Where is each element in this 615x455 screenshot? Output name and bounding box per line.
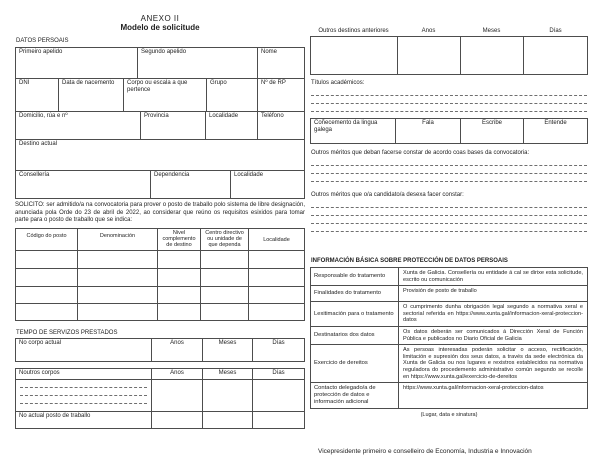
dashed-line	[311, 88, 587, 96]
outros-destinos-anos: Anos	[421, 28, 436, 34]
section-datos-persoais: DATOS PERSOAIS	[16, 38, 69, 44]
proteccion-row-label: Exercicio de dereitos	[311, 345, 399, 383]
field-corpo-escala: Corpo ou escala a que pertence	[124, 79, 207, 112]
posto-empty-row	[16, 304, 304, 320]
field-destino-actual: Destino actual	[16, 140, 304, 171]
tempo-anos-header: Anos	[152, 339, 203, 361]
noutros-corpos-label: Noutros corpos	[16, 369, 152, 380]
field-domicilio: Domicilio, rúa e nº	[16, 112, 141, 140]
meritos-candidato-label: Outros méritos que o/a candidato/a desexa facer constar:	[311, 192, 464, 198]
posto-header-localidade: Localidade	[249, 229, 304, 251]
field-dependencia: Dependencia	[151, 171, 231, 198]
outros-destinos-dias: Días	[549, 28, 562, 34]
noutros-corpos-dash-area	[16, 380, 152, 412]
outros-destinos-labels	[310, 28, 588, 36]
proteccion-row	[311, 345, 587, 383]
field-conselleria: Consellería	[16, 171, 151, 198]
dashed-line	[311, 200, 587, 208]
field-dni: DNI	[16, 79, 59, 112]
posto-actual-label: No actual posto de traballo	[16, 412, 152, 428]
proteccion-row-label: Finalidades do tratamento	[311, 286, 399, 302]
posto-header-nivel: Nivel complemento de destino	[158, 229, 201, 251]
proteccion-row-value: As persoas interesadas poderán solicitar o acceso, rectificación, limitación e supresión dos seus datos, a través da sede electrónica da Xunta de Galicia ou nos lugares e rexistros establecidos na normativa reguladora do procedemento administrativo común segundo se recolle en https://www.xunta.gal/exercicio-de-dereitos	[399, 345, 587, 383]
field-grupo: Grupo	[207, 79, 258, 112]
dashed-line	[311, 158, 587, 166]
noutros-anos-header: Anos	[152, 369, 203, 380]
tempo-corpo-actual-label: No corpo actual	[16, 339, 152, 361]
proteccion-row-label: Destinatarios dos datos	[311, 327, 399, 345]
posto-empty-row	[16, 269, 304, 287]
lingua-escribe-header: Escribe	[461, 119, 524, 143]
dashed-line	[311, 96, 587, 104]
lingua-entende-header: Entende	[544, 120, 567, 126]
field-telefono: Teléfono	[258, 112, 304, 140]
proteccion-row	[311, 327, 587, 345]
tempo-meses-header: Meses	[203, 339, 253, 361]
posto-empty-row	[16, 251, 304, 269]
dashed-line	[311, 174, 587, 182]
proteccion-row-value: Provisión de posto de traballo	[399, 286, 587, 302]
posto-header-denominacion: Denominación	[78, 229, 158, 251]
tempo-corpo-actual-table	[15, 338, 305, 362]
proteccion-row-value: Os datos deberán ser comunicados á Dirección Xeral de Función Pública e publicados no Diario Oficial de Galicia	[399, 327, 587, 345]
proteccion-row	[311, 286, 587, 302]
proteccion-datos-table	[310, 267, 588, 409]
proteccion-row	[311, 302, 587, 327]
proteccion-datos-heading: INFORMACIÓN BÁSICA SOBRE PROTECCIÓN DE DATOS PERSOAIS	[311, 258, 508, 264]
field-data-nacemento: Data de nacemento	[59, 79, 124, 112]
solicito-paragraph: SOLICITO: ser admitido/a na convocatoria para prover o posto de traballo polo sistema de libre designación, anunciada pola Orde do 23 de abril de 2022, ao considerar que reúno os requisitos esixidos para tomar parte para o posto de traballo que se indica:	[15, 202, 305, 223]
lugar-data-sinatura: (Lugar, data e sinatura)	[420, 411, 478, 418]
field-n-rp: Nº de RP	[258, 79, 304, 112]
dashed-line	[311, 224, 587, 232]
left-column	[15, 14, 305, 429]
tempo-noutros-corpos-table	[15, 368, 305, 429]
dashed-line	[311, 208, 587, 216]
dashed-line	[311, 166, 587, 174]
posto-table	[15, 228, 305, 321]
posto-empty-row	[16, 287, 304, 304]
proteccion-row-value: O cumprimento dunha obrigación legal segundo a normativa xeral e sectorial referida en https://www.xunta.gal/informacion-xeral-proteccion-datos	[399, 302, 587, 327]
dashed-line	[311, 104, 587, 112]
field-segundo-apelido: Segundo apelido	[138, 48, 258, 79]
outros-destinos-table	[310, 36, 588, 75]
proteccion-row-value: https://www.xunta.gal/informacion-xeral-proteccion-datos	[403, 385, 544, 392]
proteccion-row	[311, 383, 587, 407]
form-title-line1: ANEXO II	[140, 14, 180, 23]
proteccion-row	[311, 268, 587, 286]
field-nome: Nome	[258, 48, 304, 79]
lingua-galega-table	[310, 118, 588, 144]
proteccion-row-value: Xunta de Galicia. Consellería ou entidade á cal se dirixe esta solicitude, escrito ou comunicación	[399, 268, 587, 286]
form-title-line2: Modelo de solicitude	[120, 23, 200, 32]
lingua-fala-header: Fala	[396, 119, 461, 143]
outros-destinos-label: Outros destinos anteriores	[318, 28, 389, 34]
field-primeiro-apelido: Primeiro apelido	[16, 48, 138, 79]
field-localidade: Localidade	[206, 112, 258, 140]
dashed-line	[311, 216, 587, 224]
posto-header-centro: Centro directivo ou unidade de que dependa	[201, 229, 249, 251]
right-column	[310, 28, 588, 455]
proteccion-row-label: Lexitimación para o tratamento	[311, 302, 399, 327]
field-provincia: Provincia	[141, 112, 206, 140]
titulos-academicos-label: Títulos académicos:	[311, 80, 365, 86]
datos-persoais-table	[15, 47, 305, 199]
tempo-dias-header: Días	[272, 339, 285, 346]
posto-header-codigo: Código do posto	[16, 229, 78, 251]
proteccion-row-label: Responsable do tratamento	[311, 268, 399, 286]
section-tempo-servizos: TEMPO DE SERVIZOS PRESTADOS	[16, 329, 118, 336]
lingua-galega-label: Coñecemento da lingua galega	[311, 119, 396, 143]
outros-destinos-meses: Meses	[482, 28, 501, 34]
signature-cargo: Vicepresidente primeiro e conselleiro de Economía, Industria e Innovación	[318, 447, 532, 455]
proteccion-row-label: Contacto delegado/a de protección de datos e información adicional	[311, 383, 399, 407]
noutros-meses-header: Meses	[203, 369, 253, 380]
noutros-dias-header: Días	[253, 369, 304, 380]
meritos-bases-label: Outros méritos que deban facerse constar de acordo coas bases da convocatoria:	[311, 150, 530, 156]
field-localidade-2: Localidade	[234, 172, 264, 178]
